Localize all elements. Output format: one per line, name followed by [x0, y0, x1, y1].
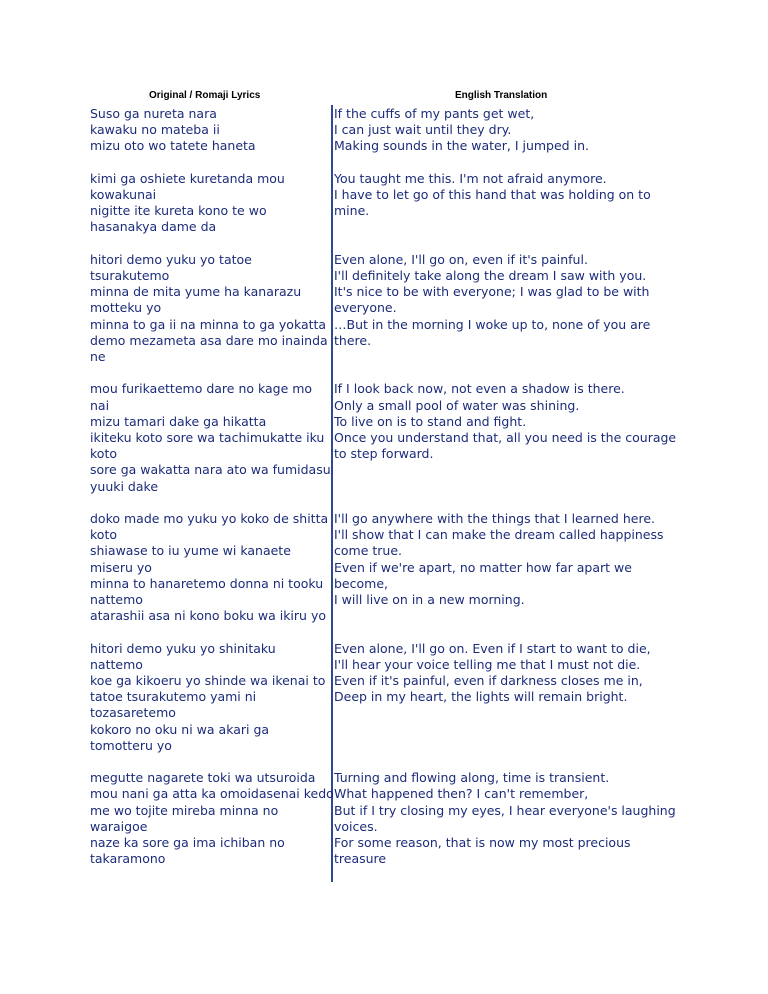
english-line: If I look back now, not even a shadow is there. — [334, 381, 625, 397]
english-line: Even if we're apart, no matter how far apart we — [334, 559, 632, 575]
romaji-line: atarashii asa ni kono boku wa ikiru yo — [90, 608, 326, 624]
romaji-line: kawaku no mateba ii — [90, 122, 220, 138]
romaji-line: tsurakutemo — [90, 268, 170, 283]
romaji-line: hasanakya dame da — [90, 219, 217, 235]
romaji-line: koto — [90, 446, 117, 462]
english-column-header: English Translation — [455, 90, 548, 101]
romaji-line: mou nani ga atta ka omoidasenai kedo — [90, 786, 334, 802]
romaji-line: Suso ga nureta nara — [90, 106, 217, 121]
romaji-line: miseru yo — [90, 559, 152, 575]
romaji-line: nattemo — [90, 592, 143, 608]
english-line: Even alone, I'll go on, even if it's painful. — [334, 251, 588, 267]
english-line: Even if it's painful, even if darkness closes me in, — [334, 673, 643, 688]
english-line: Only a small pool of water was shining. — [334, 397, 580, 413]
english-line: there. — [334, 332, 372, 348]
romaji-line: waraigoe — [90, 818, 148, 834]
romaji-line: takaramono — [90, 851, 166, 867]
romaji-line: mizu oto wo tatete haneta — [90, 138, 256, 154]
romaji-stanza — [90, 641, 325, 754]
english-line: I'll go anywhere with the things that I learned here. — [334, 511, 655, 526]
english-line: I'll hear your voice telling me that I must not die. — [334, 656, 641, 672]
romaji-line: motteku yo — [90, 300, 162, 316]
romaji-line: koto — [90, 527, 117, 543]
english-line: If the cuffs of my pants get wet, — [334, 106, 535, 121]
romaji-line: koe ga kikoeru yo shinde wa ikenai to — [90, 673, 326, 688]
romaji-line: doko made mo yuku yo koko de shitta — [90, 511, 329, 526]
english-stanza — [334, 252, 650, 349]
romaji-line: ikiteku koto sore wa tachimukatte iku — [90, 430, 325, 445]
romaji-line: mizu tamari dake ga hikatta — [90, 413, 267, 429]
romaji-line: minna to ga ii na minna to ga yokatta — [90, 316, 327, 332]
romaji-line: tomotteru yo — [90, 737, 172, 753]
romaji-line: shiawase to iu yume wi kanaete — [90, 543, 291, 559]
romaji-line: ne — [90, 349, 106, 365]
english-line: You taught me this. I'm not afraid anymore. — [334, 170, 607, 186]
romaji-line: tatoe tsurakutemo yami ni — [90, 689, 257, 705]
english-line: Deep in my heart, the lights will remain bright. — [334, 689, 628, 705]
english-line: What happened then? I can't remember, — [334, 786, 589, 802]
column-divider — [331, 105, 333, 882]
english-line: I'll definitely take along the dream I saw with you. — [334, 268, 647, 283]
english-stanza — [334, 381, 676, 462]
romaji-line: me wo tojite mireba minna no — [90, 802, 279, 818]
romaji-stanza — [90, 511, 328, 624]
english-line: Once you understand that, all you need is the courage — [334, 430, 677, 445]
romaji-line: kimi ga oshiete kuretanda mou — [90, 170, 285, 186]
romaji-line: hitori demo yuku yo tatoe — [90, 251, 252, 267]
english-line: I will live on in a new morning. — [334, 592, 525, 608]
english-line: voices. — [334, 818, 378, 834]
english-line: To live on is to stand and fight. — [334, 413, 527, 429]
english-line: mine. — [334, 203, 370, 219]
romaji-line: kokoro no oku ni wa akari ga — [90, 721, 270, 737]
romaji-line: hitori demo yuku yo shinitaku — [90, 640, 276, 656]
english-line: everyone. — [334, 300, 397, 316]
english-line: I'll show that I can make the dream called happiness — [334, 527, 664, 543]
romaji-stanza — [90, 770, 334, 867]
english-line: become, — [334, 575, 388, 591]
romaji-line: kowakunai — [90, 187, 157, 202]
romaji-line: minna to hanaretemo donna ni tooku — [90, 575, 324, 591]
english-line: But if I try closing my eyes, I hear everyone's laughing — [334, 802, 676, 818]
romaji-stanza — [90, 252, 328, 365]
english-stanza — [334, 106, 589, 155]
english-line: I can just wait until they dry. — [334, 122, 512, 138]
english-stanza — [334, 511, 664, 608]
romaji-stanza — [90, 106, 256, 155]
english-stanza — [334, 770, 676, 867]
english-line: Even alone, I'll go on. Even if I start to want to die, — [334, 640, 651, 656]
romaji-line: megutte nagarete toki wa utsuroida — [90, 770, 316, 786]
english-line: …But in the morning I woke up to, none of you are — [334, 316, 651, 332]
romaji-line: mou furikaettemo dare no kage mo — [90, 381, 313, 397]
english-stanza — [334, 641, 651, 706]
romaji-line: tozasaretemo — [90, 705, 176, 721]
romaji-line: nigitte ite kureta kono te wo — [90, 203, 267, 219]
romaji-column-header: Original / Romaji Lyrics — [149, 90, 261, 101]
romaji-line: nai — [90, 397, 110, 413]
romaji-stanza — [90, 171, 285, 236]
romaji-line: demo mezameta asa dare mo inainda — [90, 332, 328, 348]
romaji-line: yuuki dake — [90, 478, 159, 494]
romaji-line: minna de mita yume ha kanarazu — [90, 284, 302, 300]
english-line: Turning and flowing along, time is transient. — [334, 770, 610, 786]
english-line: It's nice to be with everyone; I was glad to be with — [334, 284, 650, 300]
english-stanza — [334, 171, 651, 220]
english-line: come true. — [334, 543, 402, 559]
romaji-line: sore ga wakatta nara ato wa fumidasu — [90, 462, 331, 478]
english-line: Making sounds in the water, I jumped in. — [334, 138, 589, 154]
english-line: I have to let go of this hand that was holding on to — [334, 187, 651, 202]
romaji-line: naze ka sore ga ima ichiban no — [90, 835, 285, 850]
english-line: to step forward. — [334, 446, 434, 462]
romaji-line: nattemo — [90, 656, 143, 672]
english-line: treasure — [334, 851, 387, 867]
english-line: For some reason, that is now my most precious — [334, 835, 631, 850]
romaji-stanza — [90, 381, 331, 494]
